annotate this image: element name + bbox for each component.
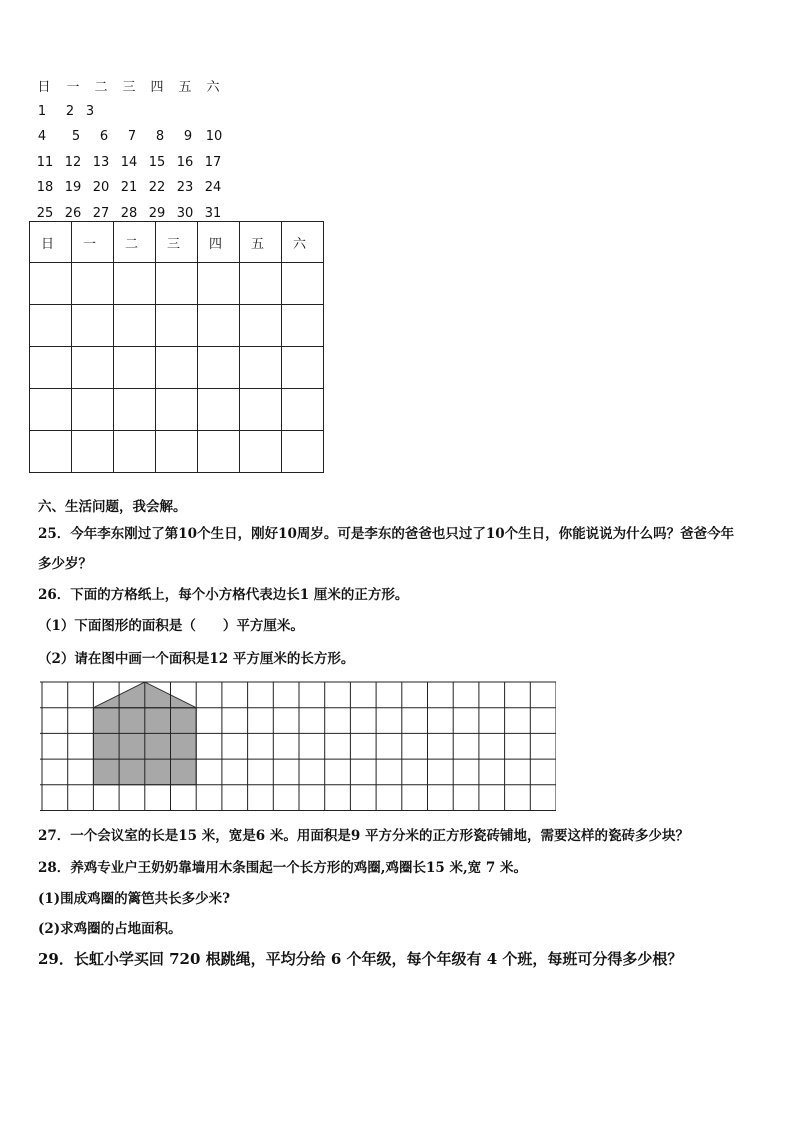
calendar-week-1 <box>0 104 300 124</box>
calendar-day: 2 <box>65 104 75 119</box>
blank-cell[interactable] <box>72 305 114 347</box>
table-header-cell: 一 <box>72 222 114 263</box>
question-28-part-1: (1)围成鸡圈的篱笆共长多少米? <box>38 891 231 907</box>
blank-cell[interactable] <box>156 263 198 305</box>
blank-cell[interactable] <box>282 305 324 347</box>
blank-cell[interactable] <box>72 431 114 473</box>
table-header-cell: 日 <box>30 222 72 263</box>
calendar-day: 25 <box>36 206 54 221</box>
blank-cell[interactable] <box>72 347 114 389</box>
blank-cell[interactable] <box>30 431 72 473</box>
calendar-day: 22 <box>148 180 166 195</box>
blank-cell[interactable] <box>156 389 198 431</box>
calendar-day: 23 <box>176 180 194 195</box>
question-26-part-1: （1）下面图形的面积是（ ）平方厘米。 <box>38 618 304 634</box>
question-26-part-2: （2）请在图中画一个面积是12 平方厘米的长方形。 <box>38 651 355 667</box>
blank-cell[interactable] <box>156 347 198 389</box>
grid-paper[interactable] <box>40 680 556 812</box>
table-header-row <box>30 222 324 263</box>
calendar-day: 29 <box>148 206 166 221</box>
calendar-day: 27 <box>92 206 110 221</box>
table-row <box>30 263 324 305</box>
calendar-header-row <box>0 76 300 96</box>
blank-cell[interactable] <box>114 431 156 473</box>
blank-cell[interactable] <box>30 263 72 305</box>
calendar-day: 13 <box>92 155 110 170</box>
calendar-week-3 <box>0 155 300 175</box>
calendar-day: 31 <box>204 206 222 221</box>
blank-cell[interactable] <box>114 347 156 389</box>
blank-cell[interactable] <box>156 305 198 347</box>
blank-cell[interactable] <box>198 305 240 347</box>
calendar-day: 1 <box>37 104 47 119</box>
blank-cell[interactable] <box>282 389 324 431</box>
blank-cell[interactable] <box>282 347 324 389</box>
section-title: 六、生活问题，我会解。 <box>38 499 187 515</box>
calendar-day: 7 <box>127 129 137 144</box>
calendar-week-2 <box>0 129 300 149</box>
calendar-header-cell: 五 <box>178 80 192 95</box>
blank-cell[interactable] <box>114 389 156 431</box>
calendar-day: 17 <box>204 155 222 170</box>
calendar-header-cell: 日 <box>37 80 51 95</box>
calendar-day: 18 <box>36 180 54 195</box>
calendar-day: 30 <box>176 206 194 221</box>
calendar-day: 21 <box>120 180 138 195</box>
calendar-day: 10 <box>205 129 223 144</box>
blank-cell[interactable] <box>72 263 114 305</box>
blank-cell[interactable] <box>240 389 282 431</box>
blank-cell[interactable] <box>282 263 324 305</box>
blank-calendar-table <box>29 221 324 473</box>
blank-cell[interactable] <box>72 389 114 431</box>
blank-cell[interactable] <box>198 389 240 431</box>
blank-cell[interactable] <box>240 305 282 347</box>
calendar-day: 12 <box>64 155 82 170</box>
blank-cell[interactable] <box>198 431 240 473</box>
calendar-day: 15 <box>148 155 166 170</box>
question-27: 27．一个会议室的长是15 米，宽是6 米。用面积是9 平方分米的正方形瓷砖铺地，需要这样的瓷砖多少块？ <box>38 828 689 844</box>
calendar-header-cell: 六 <box>206 80 220 95</box>
calendar-day: 19 <box>64 180 82 195</box>
blank-cell[interactable] <box>156 431 198 473</box>
calendar-day: 20 <box>92 180 110 195</box>
calendar-day: 5 <box>71 129 81 144</box>
calendar-day: 24 <box>204 180 222 195</box>
question-28-part-2: (2)求鸡圈的占地面积。 <box>38 921 182 937</box>
calendar-day: 11 <box>36 155 54 170</box>
calendar-week-4 <box>0 180 300 200</box>
question-26-stem: 26．下面的方格纸上，每个小方格代表边长1 厘米的正方形。 <box>38 587 409 603</box>
blank-cell[interactable] <box>114 305 156 347</box>
calendar-header-cell: 一 <box>66 80 80 95</box>
table-header-cell: 三 <box>156 222 198 263</box>
blank-cell[interactable] <box>30 305 72 347</box>
table-row <box>30 347 324 389</box>
calendar-day: 26 <box>64 206 82 221</box>
blank-cell[interactable] <box>240 347 282 389</box>
calendar-day: 4 <box>37 129 47 144</box>
table-header-cell: 五 <box>240 222 282 263</box>
table-row <box>30 305 324 347</box>
calendar-header-cell: 二 <box>94 80 108 95</box>
blank-cell[interactable] <box>282 431 324 473</box>
table-header-cell: 二 <box>114 222 156 263</box>
calendar-day: 28 <box>120 206 138 221</box>
calendar-header-cell: 四 <box>150 80 164 95</box>
calendar-day: 14 <box>120 155 138 170</box>
table-header-cell: 四 <box>198 222 240 263</box>
blank-cell[interactable] <box>198 263 240 305</box>
table-header-cell: 六 <box>282 222 324 263</box>
calendar-day: 8 <box>155 129 165 144</box>
question-28-stem: 28．养鸡专业户王奶奶靠墙用木条围起一个长方形的鸡圈,鸡圈长15 米,宽 7 米。 <box>38 860 527 876</box>
table-row <box>30 431 324 473</box>
blank-cell[interactable] <box>114 263 156 305</box>
table-row <box>30 389 324 431</box>
question-25-line-2: 多少岁？ <box>38 556 92 572</box>
question-29: 29．长虹小学买回 720 根跳绳，平均分给 6 个年级，每个年级有 4 个班，每班可分得多少根？ <box>38 950 683 968</box>
calendar-day: 6 <box>99 129 109 144</box>
blank-cell[interactable] <box>30 389 72 431</box>
calendar-day: 9 <box>183 129 193 144</box>
calendar-header-cell: 三 <box>122 80 136 95</box>
calendar-day: 3 <box>85 104 95 119</box>
question-25-line-1: 25．今年李东刚过了第10个生日，刚好10周岁。可是李东的爸爸也只过了10个生日，你能说说为什么吗？爸爸今年 <box>38 526 735 542</box>
blank-cell[interactable] <box>198 347 240 389</box>
blank-cell[interactable] <box>30 347 72 389</box>
blank-cell[interactable] <box>240 431 282 473</box>
blank-cell[interactable] <box>240 263 282 305</box>
calendar-day: 16 <box>176 155 194 170</box>
